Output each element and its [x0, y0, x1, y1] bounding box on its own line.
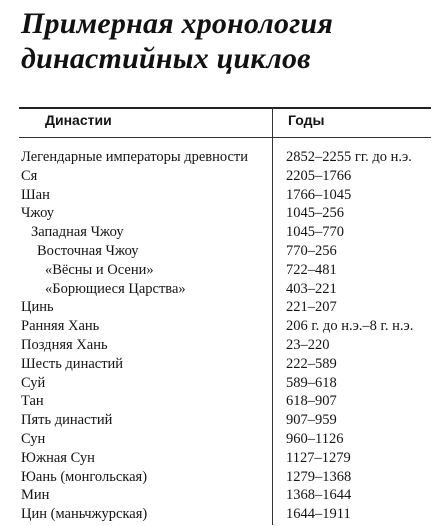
dynasty-name: Поздняя Хань	[21, 336, 108, 353]
dynasty-years: 206 г. до н.э.–8 г. н.э.	[286, 318, 414, 335]
table-row	[0, 148, 442, 167]
dynasty-name: Юань (монгольская)	[21, 468, 148, 485]
column-header-dynasties: Династии	[45, 112, 112, 128]
dynasty-years: 618–907	[286, 393, 337, 410]
table-row	[0, 280, 442, 299]
table-row	[0, 167, 442, 186]
dynasty-years: 2205–1766	[286, 167, 352, 184]
dynasty-years: 1368–1644	[286, 487, 352, 504]
dynasty-name: Пять династий	[21, 412, 113, 429]
page-title	[21, 6, 333, 76]
dynasty-name: Мин	[21, 487, 50, 504]
table-row	[0, 223, 442, 242]
column-header-years: Годы	[288, 112, 325, 128]
dynasty-years: 2852–2255 гг. до н.э.	[286, 149, 412, 165]
title-line-1: Примерная хронология	[21, 7, 334, 40]
chronology-table-body	[0, 148, 442, 524]
table-row	[0, 411, 442, 430]
dynasty-years: 23–220	[286, 336, 330, 353]
dynasty-name: Легендарные императоры древности	[21, 149, 249, 165]
table-row	[0, 449, 442, 468]
dynasty-name: Восточная Чжоу	[37, 242, 139, 259]
title-line-2: династийных циклов	[21, 42, 311, 75]
dynasty-years: 1045–256	[286, 205, 344, 222]
dynasty-name: «Борющиеся Царства»	[45, 280, 186, 297]
dynasty-name: Тан	[21, 393, 44, 410]
dynasty-name: Шесть династий	[21, 355, 124, 372]
dynasty-years: 1045–770	[286, 224, 344, 241]
dynasty-years: 722–481	[286, 261, 337, 278]
table-row	[0, 317, 442, 336]
table-row	[0, 204, 442, 223]
table-header-rule	[19, 137, 431, 138]
table-row	[0, 242, 442, 261]
table-row	[0, 298, 442, 317]
dynasty-name: Чжоу	[21, 205, 55, 222]
table-row	[0, 336, 442, 355]
dynasty-years: 589–618	[286, 374, 337, 391]
dynasty-years: 907–959	[286, 412, 337, 429]
dynasty-name: Суй	[21, 374, 46, 391]
table-row	[0, 486, 442, 505]
table-top-rule	[19, 107, 431, 109]
dynasty-years: 1766–1045	[286, 186, 352, 203]
dynasty-name: Южная Сун	[21, 449, 95, 466]
table-row	[0, 374, 442, 393]
dynasty-name: Цинь	[21, 299, 54, 316]
table-row	[0, 505, 442, 524]
dynasty-years: 1279–1368	[286, 468, 352, 485]
table-row	[0, 261, 442, 280]
dynasty-name: Ся	[21, 167, 38, 184]
table-row	[0, 468, 442, 487]
table-row	[0, 430, 442, 449]
dynasty-name: «Вёсны и Осени»	[45, 261, 154, 278]
dynasty-name: Сун	[21, 430, 46, 447]
dynasty-years: 1644–1911	[286, 506, 351, 523]
dynasty-name: Шан	[21, 186, 50, 203]
dynasty-years: 403–221	[286, 280, 337, 297]
dynasty-name: Цин (маньчжурская)	[21, 506, 148, 523]
dynasty-years: 1127–1279	[286, 449, 351, 466]
dynasty-years: 222–589	[286, 355, 337, 372]
dynasty-years: 960–1126	[286, 430, 344, 447]
dynasty-name: Западная Чжоу	[31, 224, 124, 241]
table-row	[0, 355, 442, 374]
dynasty-name: Ранняя Хань	[21, 318, 100, 335]
table-row	[0, 186, 442, 205]
table-row	[0, 392, 442, 411]
dynasty-years: 770–256	[286, 242, 337, 259]
dynasty-years: 221–207	[286, 299, 337, 316]
